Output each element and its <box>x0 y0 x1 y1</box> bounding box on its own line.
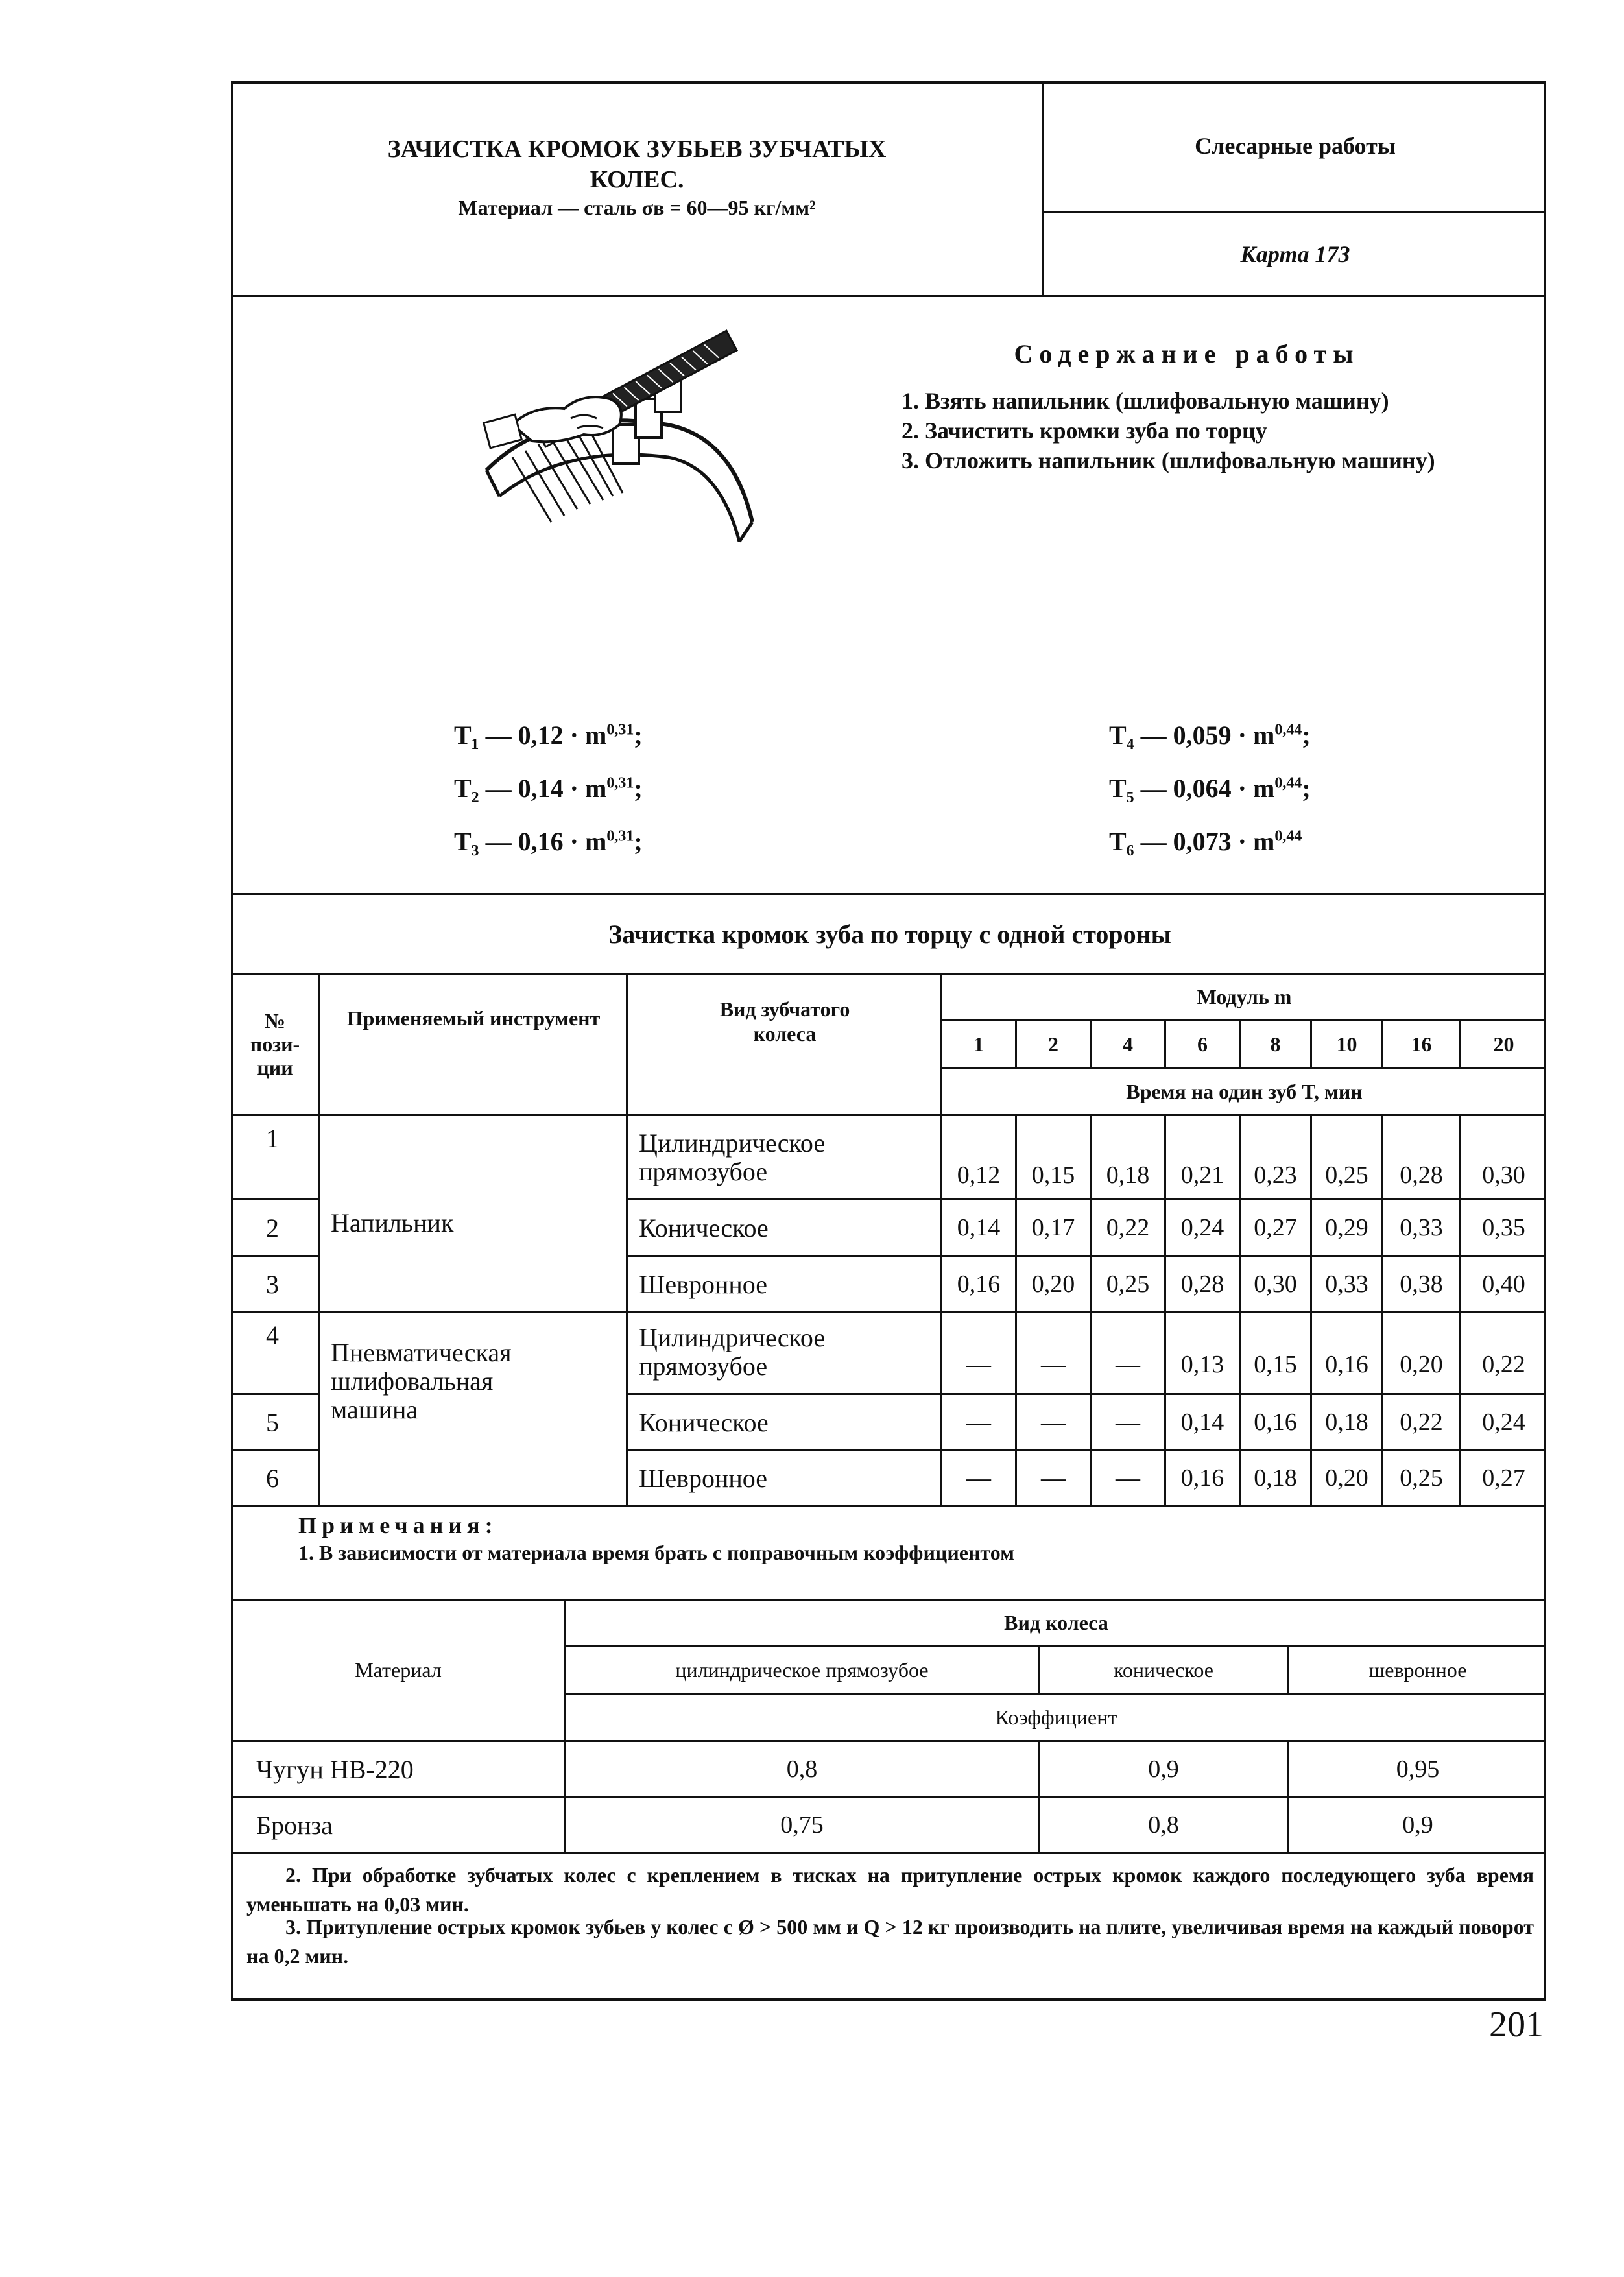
formula-t3: T₃ — $0,16 \cdot m^{0,31}$; <box>454 827 643 856</box>
module-1: 1 <box>973 1032 984 1056</box>
table-cell: 0,40 <box>1482 1270 1525 1298</box>
row-position: 1 <box>266 1123 279 1153</box>
card-title-line2: КОЛЕС. <box>590 166 684 193</box>
table-cell: 0,20 <box>1325 1464 1368 1492</box>
table-cell: — <box>966 1409 991 1436</box>
row-gear-type: Цилиндрическое прямозубое <box>639 1323 826 1381</box>
module-8: 8 <box>1270 1032 1281 1056</box>
table-cell: 0,25 <box>1400 1464 1443 1492</box>
col-header-gear: Вид зубчатого колеса <box>719 997 850 1045</box>
table-cell: 0,18 <box>1254 1464 1297 1492</box>
table-cell: 0,16 <box>1180 1464 1224 1492</box>
formula-t6: T₆ — $0,073 \cdot m^{0,44}$ <box>1109 827 1302 856</box>
table-cell: 0,13 <box>1180 1351 1224 1378</box>
coef-gear-type-header: Вид колеса <box>1004 1611 1108 1634</box>
row-position: 4 <box>266 1320 279 1350</box>
formula-t5: T₅ — $0,064 \cdot m^{0,44}$; <box>1109 774 1311 803</box>
table-cell: 0,17 <box>1031 1214 1075 1241</box>
row-gear-type: Цилиндрическое прямозубое <box>639 1128 826 1186</box>
table-cell: 0,9 <box>1148 1756 1179 1783</box>
row-gear-type: Коническое <box>639 1407 769 1437</box>
col-header-tool: Применяемый инструмент <box>346 1007 601 1030</box>
table-cell: 0,16 <box>957 1270 1001 1298</box>
table-cell: 0,33 <box>1325 1270 1368 1298</box>
material-line: Материал — сталь σв = 60—95 кг/мм² <box>458 195 816 219</box>
row-gear-type: Шевронное <box>639 1463 768 1493</box>
table-cell: 0,75 <box>780 1811 824 1839</box>
table-cell: 0,15 <box>1031 1161 1075 1189</box>
row-position: 3 <box>266 1269 279 1299</box>
formula-t1: T₁ — $0,12 \cdot m^{0,31}$; <box>454 721 643 750</box>
notes-heading: Примечания: <box>298 1512 498 1538</box>
table-cell: — <box>1041 1409 1066 1436</box>
row-gear-type: Коническое <box>639 1213 769 1243</box>
coef-type-herringbone: шевронное <box>1368 1658 1467 1682</box>
note-2: 2. При обработке зубчатых колес с креплением в тисках на притупление острых кромок каждого последующего зуба время уменьшать на 0,03 мин. <box>246 1863 1534 1916</box>
work-content-heading: Содержание работы <box>1014 339 1360 368</box>
table-cell: 0,12 <box>957 1161 1001 1189</box>
header-bottom-line <box>231 295 1546 297</box>
table-cell: 0,22 <box>1106 1214 1150 1241</box>
table-cell: 0,25 <box>1106 1270 1150 1298</box>
table-cell: 0,18 <box>1106 1161 1150 1189</box>
page-number: 201 <box>1489 2005 1544 2045</box>
row-gear-type: Шевронное <box>639 1269 768 1299</box>
table-cell: 0,9 <box>1402 1811 1433 1839</box>
table-cell: 0,38 <box>1400 1270 1443 1298</box>
table-cell: 0,30 <box>1254 1270 1297 1298</box>
time-header: Время на один зуб T, мин <box>1126 1079 1363 1103</box>
coef-type-cylindrical: цилиндрическое прямозубое <box>675 1658 929 1682</box>
row-position: 5 <box>266 1407 279 1437</box>
coef-material-header: Материал <box>355 1658 442 1682</box>
table-cell: 0,33 <box>1400 1214 1443 1241</box>
col-header-position: № пози- ции <box>250 1009 300 1079</box>
col-divider-tool <box>626 973 628 1505</box>
table-cell: 0,24 <box>1180 1214 1224 1241</box>
table-cell: — <box>1116 1464 1140 1492</box>
tool-file: Напильник <box>331 1208 454 1237</box>
table-caption: Зачистка кромок зуба по торцу с одной стороны <box>608 919 1171 949</box>
table-cell: 0,14 <box>1180 1409 1224 1436</box>
table-cell: 0,22 <box>1400 1409 1443 1436</box>
module-10: 10 <box>1336 1032 1357 1056</box>
table-cell: 0,8 <box>1148 1811 1179 1839</box>
table-cell: 0,16 <box>1325 1351 1368 1378</box>
table-cell: 0,29 <box>1325 1214 1368 1241</box>
coef-header: Коэффициент <box>995 1705 1117 1729</box>
table-cell: 0,30 <box>1482 1161 1525 1189</box>
table-cell: 0,15 <box>1254 1351 1297 1378</box>
table-cell: 0,23 <box>1254 1161 1297 1189</box>
table-cell: 0,95 <box>1396 1756 1440 1783</box>
row-position: 2 <box>266 1213 279 1243</box>
table-cell: 0,22 <box>1482 1351 1525 1378</box>
note-1: 1. В зависимости от материала время брать с поправочным коэффициентом <box>298 1540 1014 1564</box>
table-cell: — <box>1116 1351 1140 1378</box>
work-step-1: 1. Взять напильник (шлифовальную машину) <box>902 388 1389 414</box>
coef-table-bottom <box>231 1852 1546 1854</box>
card-title: ЗАЧИСТКА КРОМОК ЗУБЬЕВ ЗУБЧАТЫХ <box>387 136 887 163</box>
module-6: 6 <box>1197 1032 1208 1056</box>
filing-gear-illustration <box>473 328 759 561</box>
work-step-3: 3. Отложить напильник (шлифовальную машину) <box>902 447 1435 473</box>
formula-t4: T₄ — $0,059 \cdot m^{0,44}$; <box>1109 721 1311 750</box>
table-cell: 0,20 <box>1031 1270 1075 1298</box>
table-cell: 0,14 <box>957 1214 1001 1241</box>
tool-pneumatic-grinder: Пневматическая шлифовальная машина <box>331 1338 512 1424</box>
coef-row-material: Бронза <box>256 1810 333 1840</box>
category-label: Слесарные работы <box>1195 133 1396 159</box>
module-header: Модуль m <box>1197 985 1292 1008</box>
table-cell: 0,28 <box>1180 1270 1224 1298</box>
formula-t2: T₂ — $0,14 \cdot m^{0,31}$; <box>454 774 643 803</box>
table-cell: 0,27 <box>1254 1214 1297 1241</box>
table-cell: 0,28 <box>1400 1161 1443 1189</box>
table-cell: 0,21 <box>1180 1161 1224 1189</box>
table-cell: 0,16 <box>1254 1409 1297 1436</box>
header-bottom-rule <box>231 1114 1546 1116</box>
table-cell: — <box>966 1464 991 1492</box>
col-divider-pos <box>318 973 320 1505</box>
table-cell: — <box>1041 1351 1066 1378</box>
card-number: Карта 173 <box>1240 241 1350 267</box>
module-4: 4 <box>1123 1032 1133 1056</box>
table-cell: 0,18 <box>1325 1409 1368 1436</box>
table-bottom-line <box>231 1505 1546 1507</box>
coef-row-material: Чугун НВ-220 <box>256 1754 414 1784</box>
table-cell: — <box>1116 1409 1140 1436</box>
table-cell: 0,27 <box>1482 1464 1525 1492</box>
table-cell: 0,24 <box>1482 1409 1525 1436</box>
module-20: 20 <box>1493 1032 1514 1056</box>
module-16: 16 <box>1411 1032 1432 1056</box>
row-position: 6 <box>266 1463 279 1493</box>
table-cell: 0,8 <box>786 1756 818 1783</box>
work-step-2: 2. Зачистить кромки зуба по торцу <box>902 418 1267 444</box>
table-cell: — <box>1041 1464 1066 1492</box>
coef-type-conical: коническое <box>1114 1658 1213 1682</box>
table-cell: 0,35 <box>1482 1214 1525 1241</box>
table-cell: 0,20 <box>1400 1351 1443 1378</box>
module-2: 2 <box>1048 1032 1058 1056</box>
table-cell: — <box>966 1351 991 1378</box>
table-cell: 0,25 <box>1325 1161 1368 1189</box>
note-3: 3. Притупление острых кромок зубьев у колес с Ø > 500 мм и Q > 12 кг производить на плите, увеличивая время на каждый поворот на 0,2 мин. <box>246 1915 1534 1968</box>
